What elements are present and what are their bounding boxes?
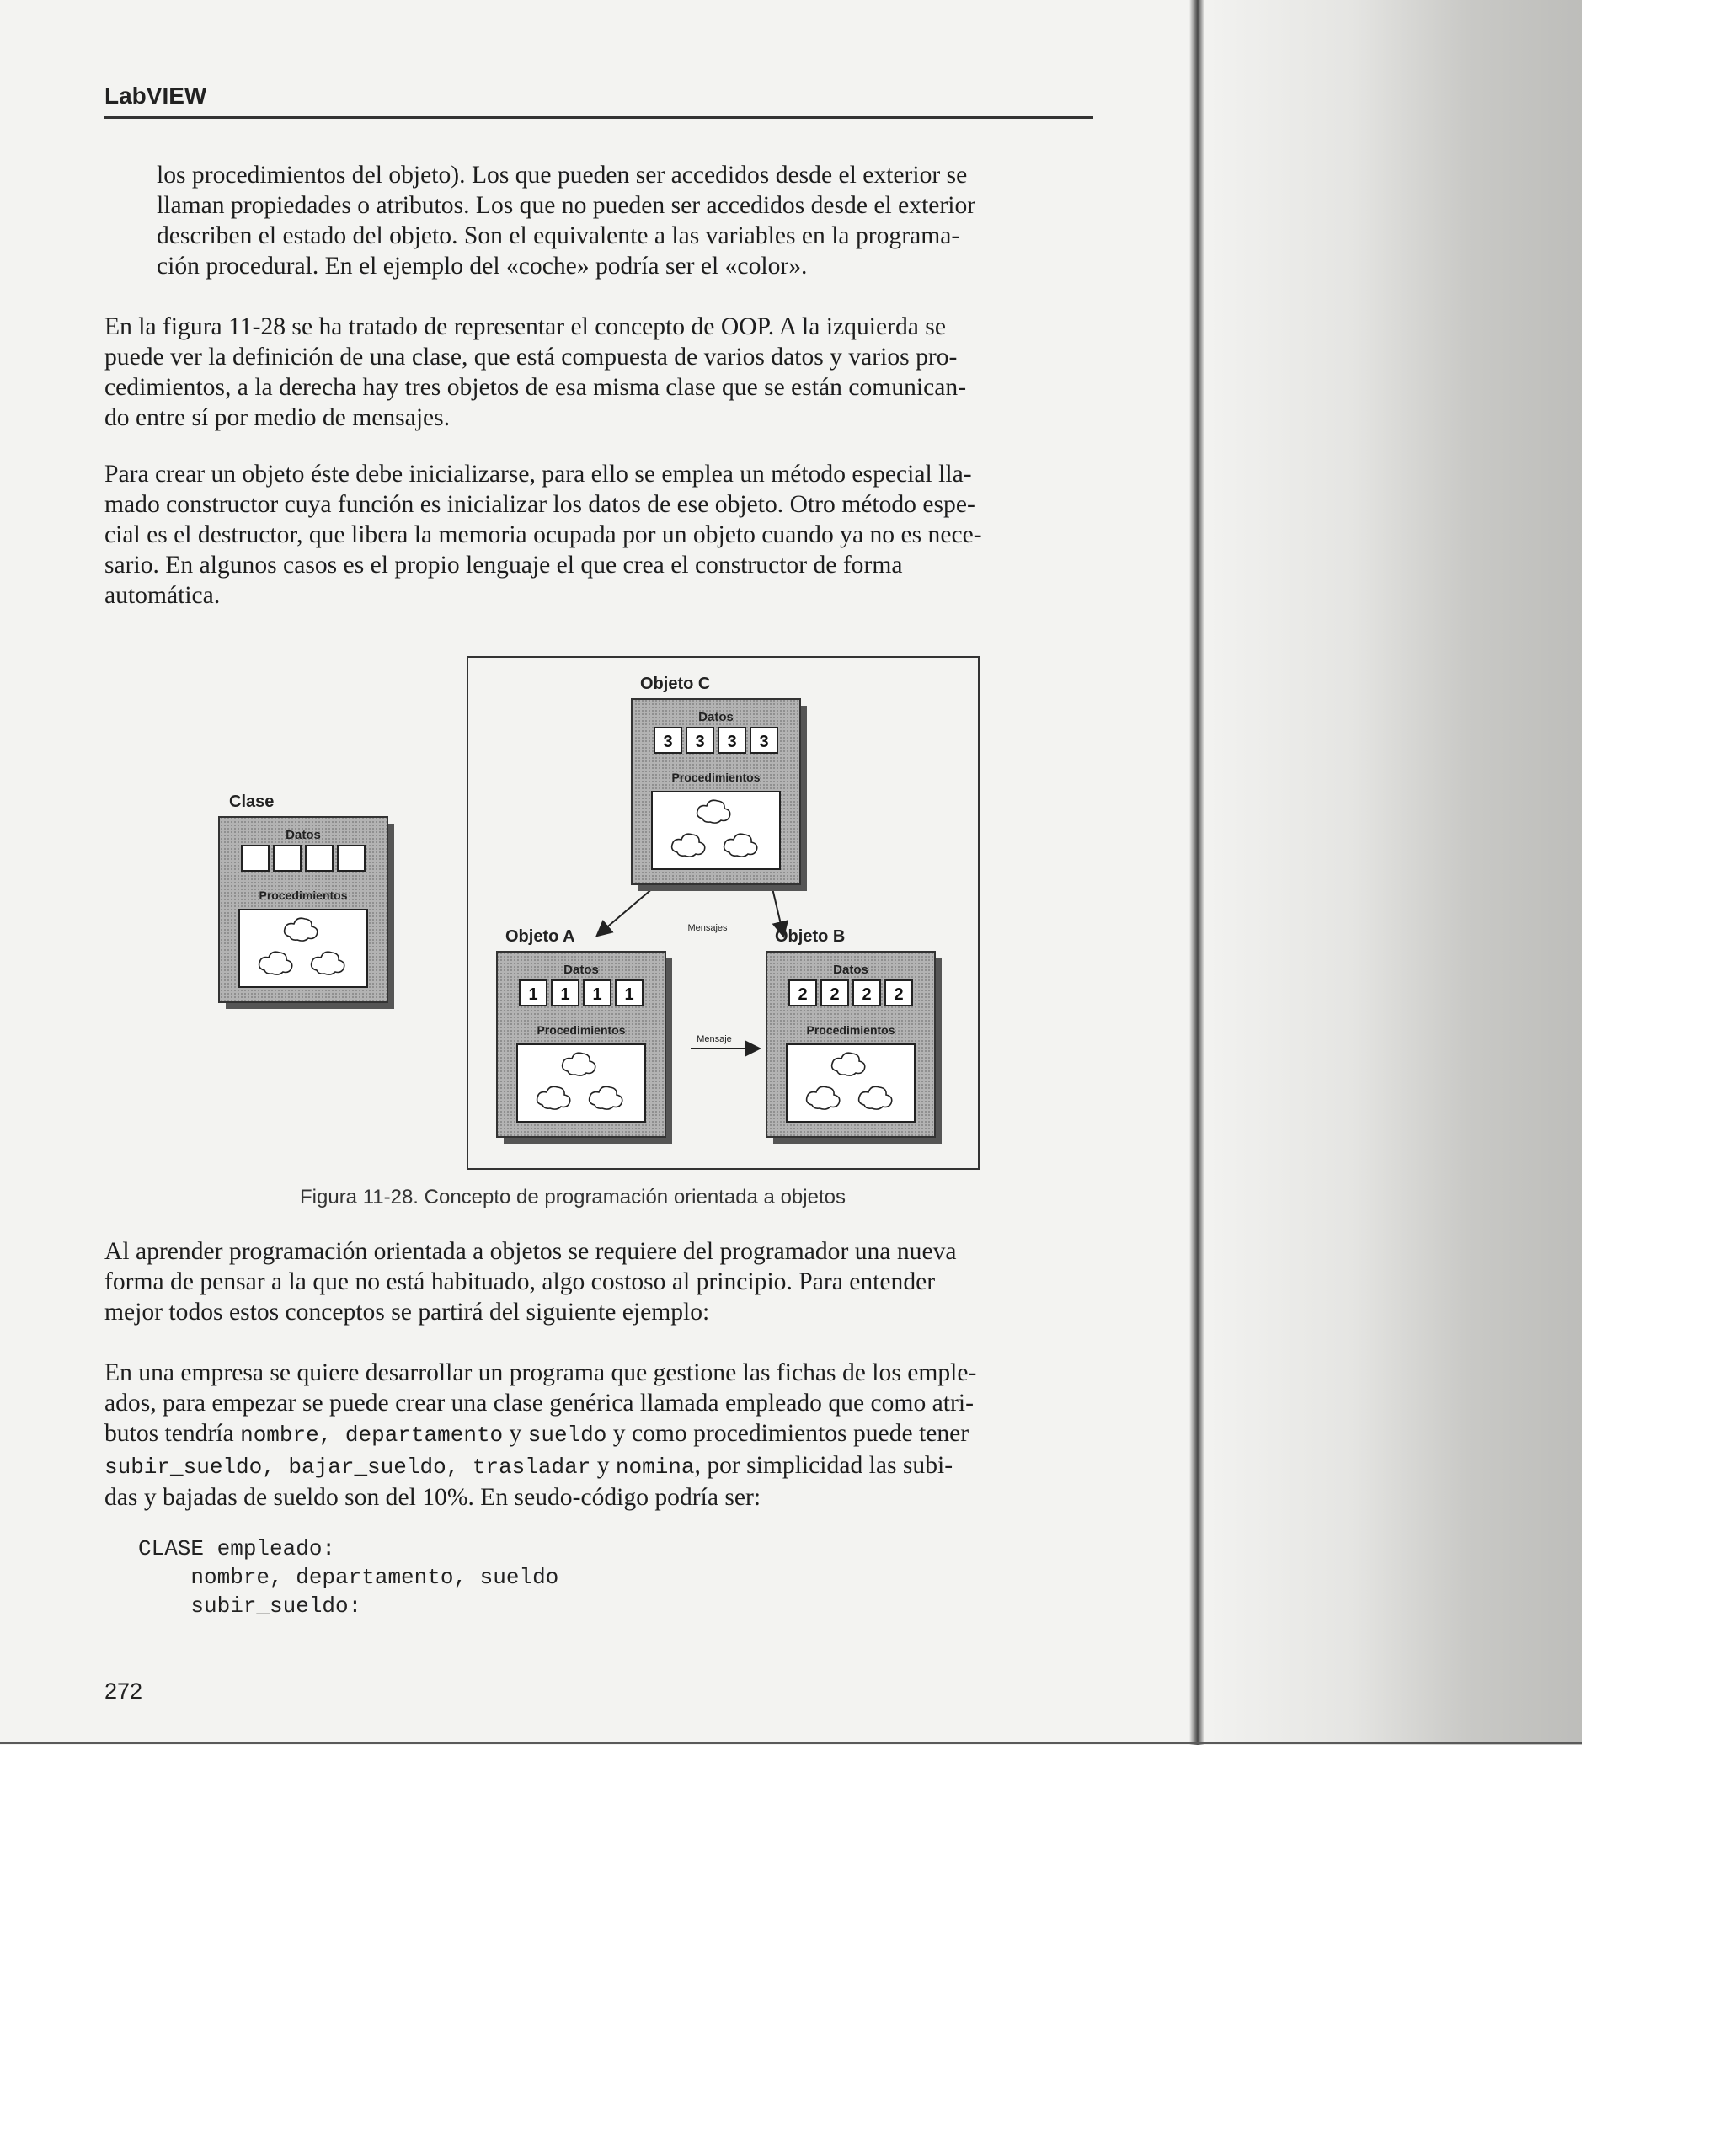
- object-a-box-data-value: 1: [528, 985, 538, 1004]
- oop-figure: [211, 653, 1036, 1175]
- object-b-box-data-value: 2: [894, 985, 904, 1004]
- object-c-box-data-value: 3: [759, 733, 769, 751]
- class-box-data-cell: [274, 846, 301, 871]
- code-procedures: subir_sueldo, bajar_sueldo, trasladar: [104, 1454, 591, 1480]
- object-a-box-data-value: 1: [624, 985, 634, 1004]
- object-b-box: [766, 927, 942, 1144]
- class-box-data-cell: [338, 846, 365, 871]
- class-box-data-cell: [242, 846, 269, 871]
- object-a-box-title: Objeto A: [505, 927, 575, 946]
- object-b-box-title: Objeto B: [775, 927, 846, 946]
- object-a-box-data-value: 1: [592, 985, 602, 1004]
- paragraph-example: [104, 1358, 1093, 1513]
- object-b-box-datos-label: Datos: [833, 963, 868, 977]
- object-c-box-data-value: 3: [727, 733, 737, 751]
- class-box-title: Clase: [229, 792, 275, 811]
- class-box: [219, 792, 394, 1009]
- label-messages: Mensajes: [687, 923, 728, 933]
- page-shadow: [1196, 0, 1582, 1745]
- running-head: LabVIEW: [104, 83, 207, 109]
- object-a-box-data-value: 1: [560, 985, 570, 1004]
- object-b-box-data-value: 2: [862, 985, 872, 1004]
- oop-diagram: [211, 653, 1036, 1175]
- figure-caption: Figura 11-28. Concepto de programación orientada a objetos: [300, 1186, 846, 1209]
- paragraph-constructor: Para crear un objeto éste debe inicializarse, para ello se emplea un método especial lla- mado constructor cuya función es inicializar los datos de ese objeto. Otro método espe- cial es el destructor, que libera la memoria ocupada por un objeto cuando ya no es nece- sario. En algunos casos es el propio lenguaje el que crea el constructor de forma automática.: [104, 461, 982, 609]
- object-b-box-data-value: 2: [798, 985, 808, 1004]
- code-attribute-sueldo: sueldo: [527, 1422, 607, 1448]
- code-attributes-1: nombre, departamento: [240, 1422, 504, 1448]
- paragraph-attributes: los procedimientos del objeto). Los que pueden ser accedidos desde el exterior se llaman propiedades o atributos. Los que no pueden ser accedidos desde el exterior describen el estado del objeto. Son el equivalente a las variables en la programa- ción procedural. En el ejemplo del «coche» podría ser el «color».: [157, 162, 976, 280]
- object-c-box-data-value: 3: [663, 733, 673, 751]
- class-box-procedimientos-label: Procedimientos: [259, 889, 348, 902]
- paragraph-figure-intro: En la figura 11-28 se ha tratado de representar el concepto de OOP. A la izquierda se puede ver la definición de una clase, que está compuesta de varios datos y varios pro- cedimientos, a la derecha hay tres objetos de esa misma clase que se están comunican- do entre sí por medio de mensajes.: [104, 313, 967, 431]
- page-edge: [1189, 0, 1204, 1745]
- label-message: Mensaje: [697, 1034, 732, 1044]
- object-c-box: [632, 675, 807, 891]
- header-rule: [104, 116, 1093, 119]
- code-procedure-nomina: nomina: [615, 1454, 695, 1480]
- object-c-box-procedimientos-label: Procedimientos: [671, 771, 761, 784]
- pseudocode-block: CLASE empleado: nombre, departamento, sueldo subir_sueldo:: [138, 1536, 559, 1619]
- object-b-box-procedimientos-label: Procedimientos: [806, 1023, 895, 1037]
- class-box-datos-label: Datos: [286, 828, 321, 842]
- example-text-1: En una empresa se quiere desarrollar un programa que gestione las fichas de los emple- ados, para empezar se puede crear una clase genérica llamada empleado que como atri- butos tendría: [104, 1359, 977, 1447]
- object-c-box-datos-label: Datos: [698, 710, 734, 724]
- example-text-5: , por simplicidad las subi- das y bajadas de sueldo son del 10%. En seudo-código podría ser:: [104, 1452, 953, 1511]
- class-box-data-cell: [306, 846, 333, 871]
- object-c-box-data-value: 3: [695, 733, 705, 751]
- object-a-box: [497, 927, 672, 1144]
- example-text-2: y: [503, 1420, 528, 1447]
- example-text-3: y como procedimientos puede tener: [612, 1420, 969, 1447]
- page-number: 272: [104, 1678, 143, 1704]
- page-bottom-edge: [0, 1742, 1582, 1744]
- example-text-4: y: [590, 1452, 616, 1479]
- paragraph-learning: Al aprender programación orientada a objetos se requiere del programador una nueva forma de pensar a la que no está habituado, algo costoso al principio. Para entender mejor todos estos conceptos se partirá del siguiente ejemplo:: [104, 1238, 957, 1326]
- object-c-box-title: Objeto C: [640, 675, 711, 693]
- object-a-box-procedimientos-label: Procedimientos: [537, 1023, 626, 1037]
- object-b-box-data-value: 2: [830, 985, 840, 1004]
- object-a-box-datos-label: Datos: [563, 963, 599, 977]
